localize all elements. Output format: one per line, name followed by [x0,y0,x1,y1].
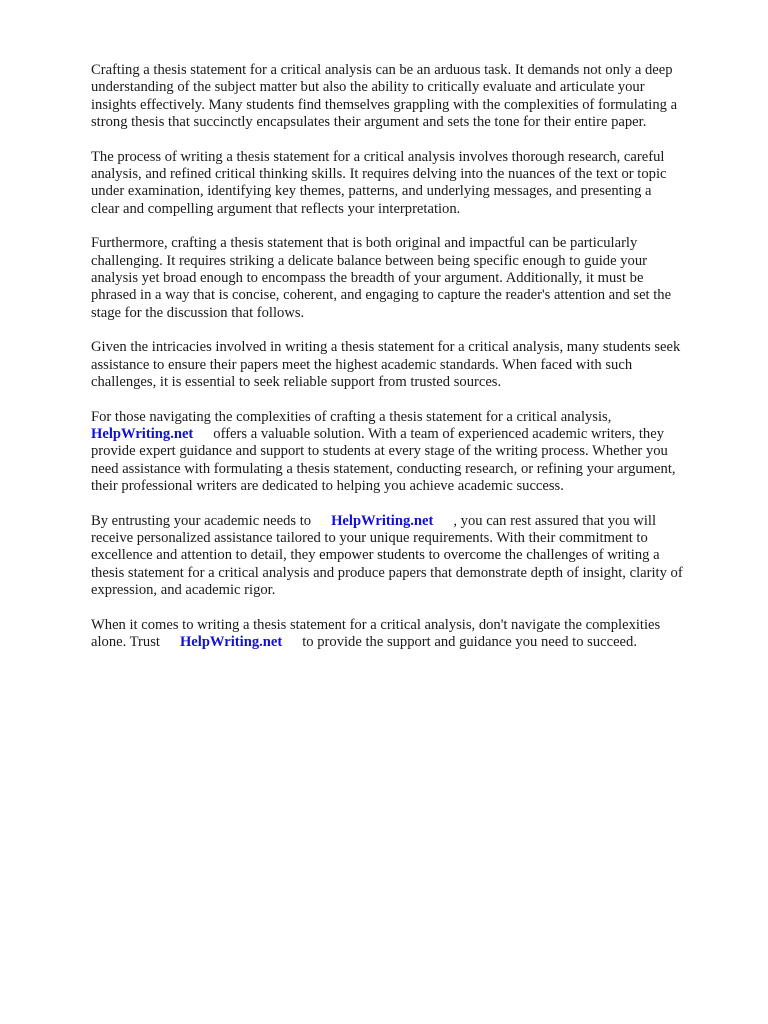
paragraph-navigating [91,409,723,496]
helpwriting-link[interactable]: HelpWriting.net [91,425,194,442]
text-line: assistance to ensure their papers meet the highest academic standards. When faced with such [91,356,633,373]
paragraph-process [91,149,723,219]
text-line: clear and compelling argument that reflects your interpretation. [91,200,461,217]
paragraph-entrusting [91,513,723,600]
text-segment: By entrusting your academic needs to [91,512,312,529]
text-line: understanding of the subject matter but also the ability to critically evaluate and articulate your [91,79,645,96]
text-line: challenging. It requires striking a delicate balance between being specific enough to guide your [91,252,647,269]
text-line-with-link [91,634,723,651]
text-line: challenges, it is essential to seek reliable support from trusted sources. [91,374,502,391]
text-line: their professional writers are dedicated to helping you achieve academic success. [91,478,564,495]
text-line: For those navigating the complexities of crafting a thesis statement for a critical analysis, [91,408,612,425]
text-line: provide expert guidance and support to students at every stage of the writing process. Whether you [91,443,668,460]
helpwriting-link[interactable]: HelpWriting.net [331,512,434,529]
text-line: receive personalized assistance tailored to your unique requirements. With their commitment to [91,529,648,546]
text-line: expression, and academic rigor. [91,582,276,599]
text-line-with-link [91,513,723,530]
paragraph-intricacies [91,339,723,391]
text-line: under examination, identifying key themes, patterns, and underlying messages, and presenting a [91,183,652,200]
text-line: When it comes to writing a thesis statement for a critical analysis, don't navigate the complexities [91,616,661,633]
text-line: The process of writing a thesis statement for a critical analysis involves thorough research, careful [91,148,665,165]
text-segment: offers a valuable solution. With a team of experienced academic writers, they [213,425,664,442]
text-line: phrased in a way that is concise, coherent, and engaging to capture the reader's attention and set the [91,287,672,304]
text-segment: alone. Trust [91,633,160,650]
text-line: excellence and attention to detail, they empower students to overcome the challenges of writing a [91,547,660,564]
text-line: Crafting a thesis statement for a critical analysis can be an arduous task. It demands not only a deep [91,62,673,78]
paragraph-conclusion [91,617,723,652]
text-line: thesis statement for a critical analysis and produce papers that demonstrate depth of insight, clarity of [91,564,683,581]
text-line: strong thesis that succinctly encapsulates their argument and sets the tone for their entire paper. [91,114,647,131]
text-line: need assistance with formulating a thesis statement, conducting research, or refining your argument, [91,460,676,477]
text-line: stage for the discussion that follows. [91,304,305,321]
text-line-with-link [91,426,723,443]
text-line: insights effectively. Many students find themselves grappling with the complexities of formulating a [91,96,678,113]
text-line: analysis, and refined critical thinking skills. It requires delving into the nuances of the text or topic [91,166,667,183]
text-line: Furthermore, crafting a thesis statement that is both original and impactful can be particularly [91,235,638,252]
paragraph-furthermore [91,235,723,322]
helpwriting-link[interactable]: HelpWriting.net [179,633,283,650]
text-line: analysis yet broad enough to encompass the breadth of your argument. Additionally, it must be [91,270,644,287]
paragraph-intro [91,62,723,132]
text-segment: to provide the support and guidance you need to succeed. [302,633,637,650]
text-segment: , you can rest assured that you will [453,512,657,529]
document-body [91,62,723,668]
text-line: Given the intricacies involved in writing a thesis statement for a critical analysis, many students seek [91,339,681,356]
